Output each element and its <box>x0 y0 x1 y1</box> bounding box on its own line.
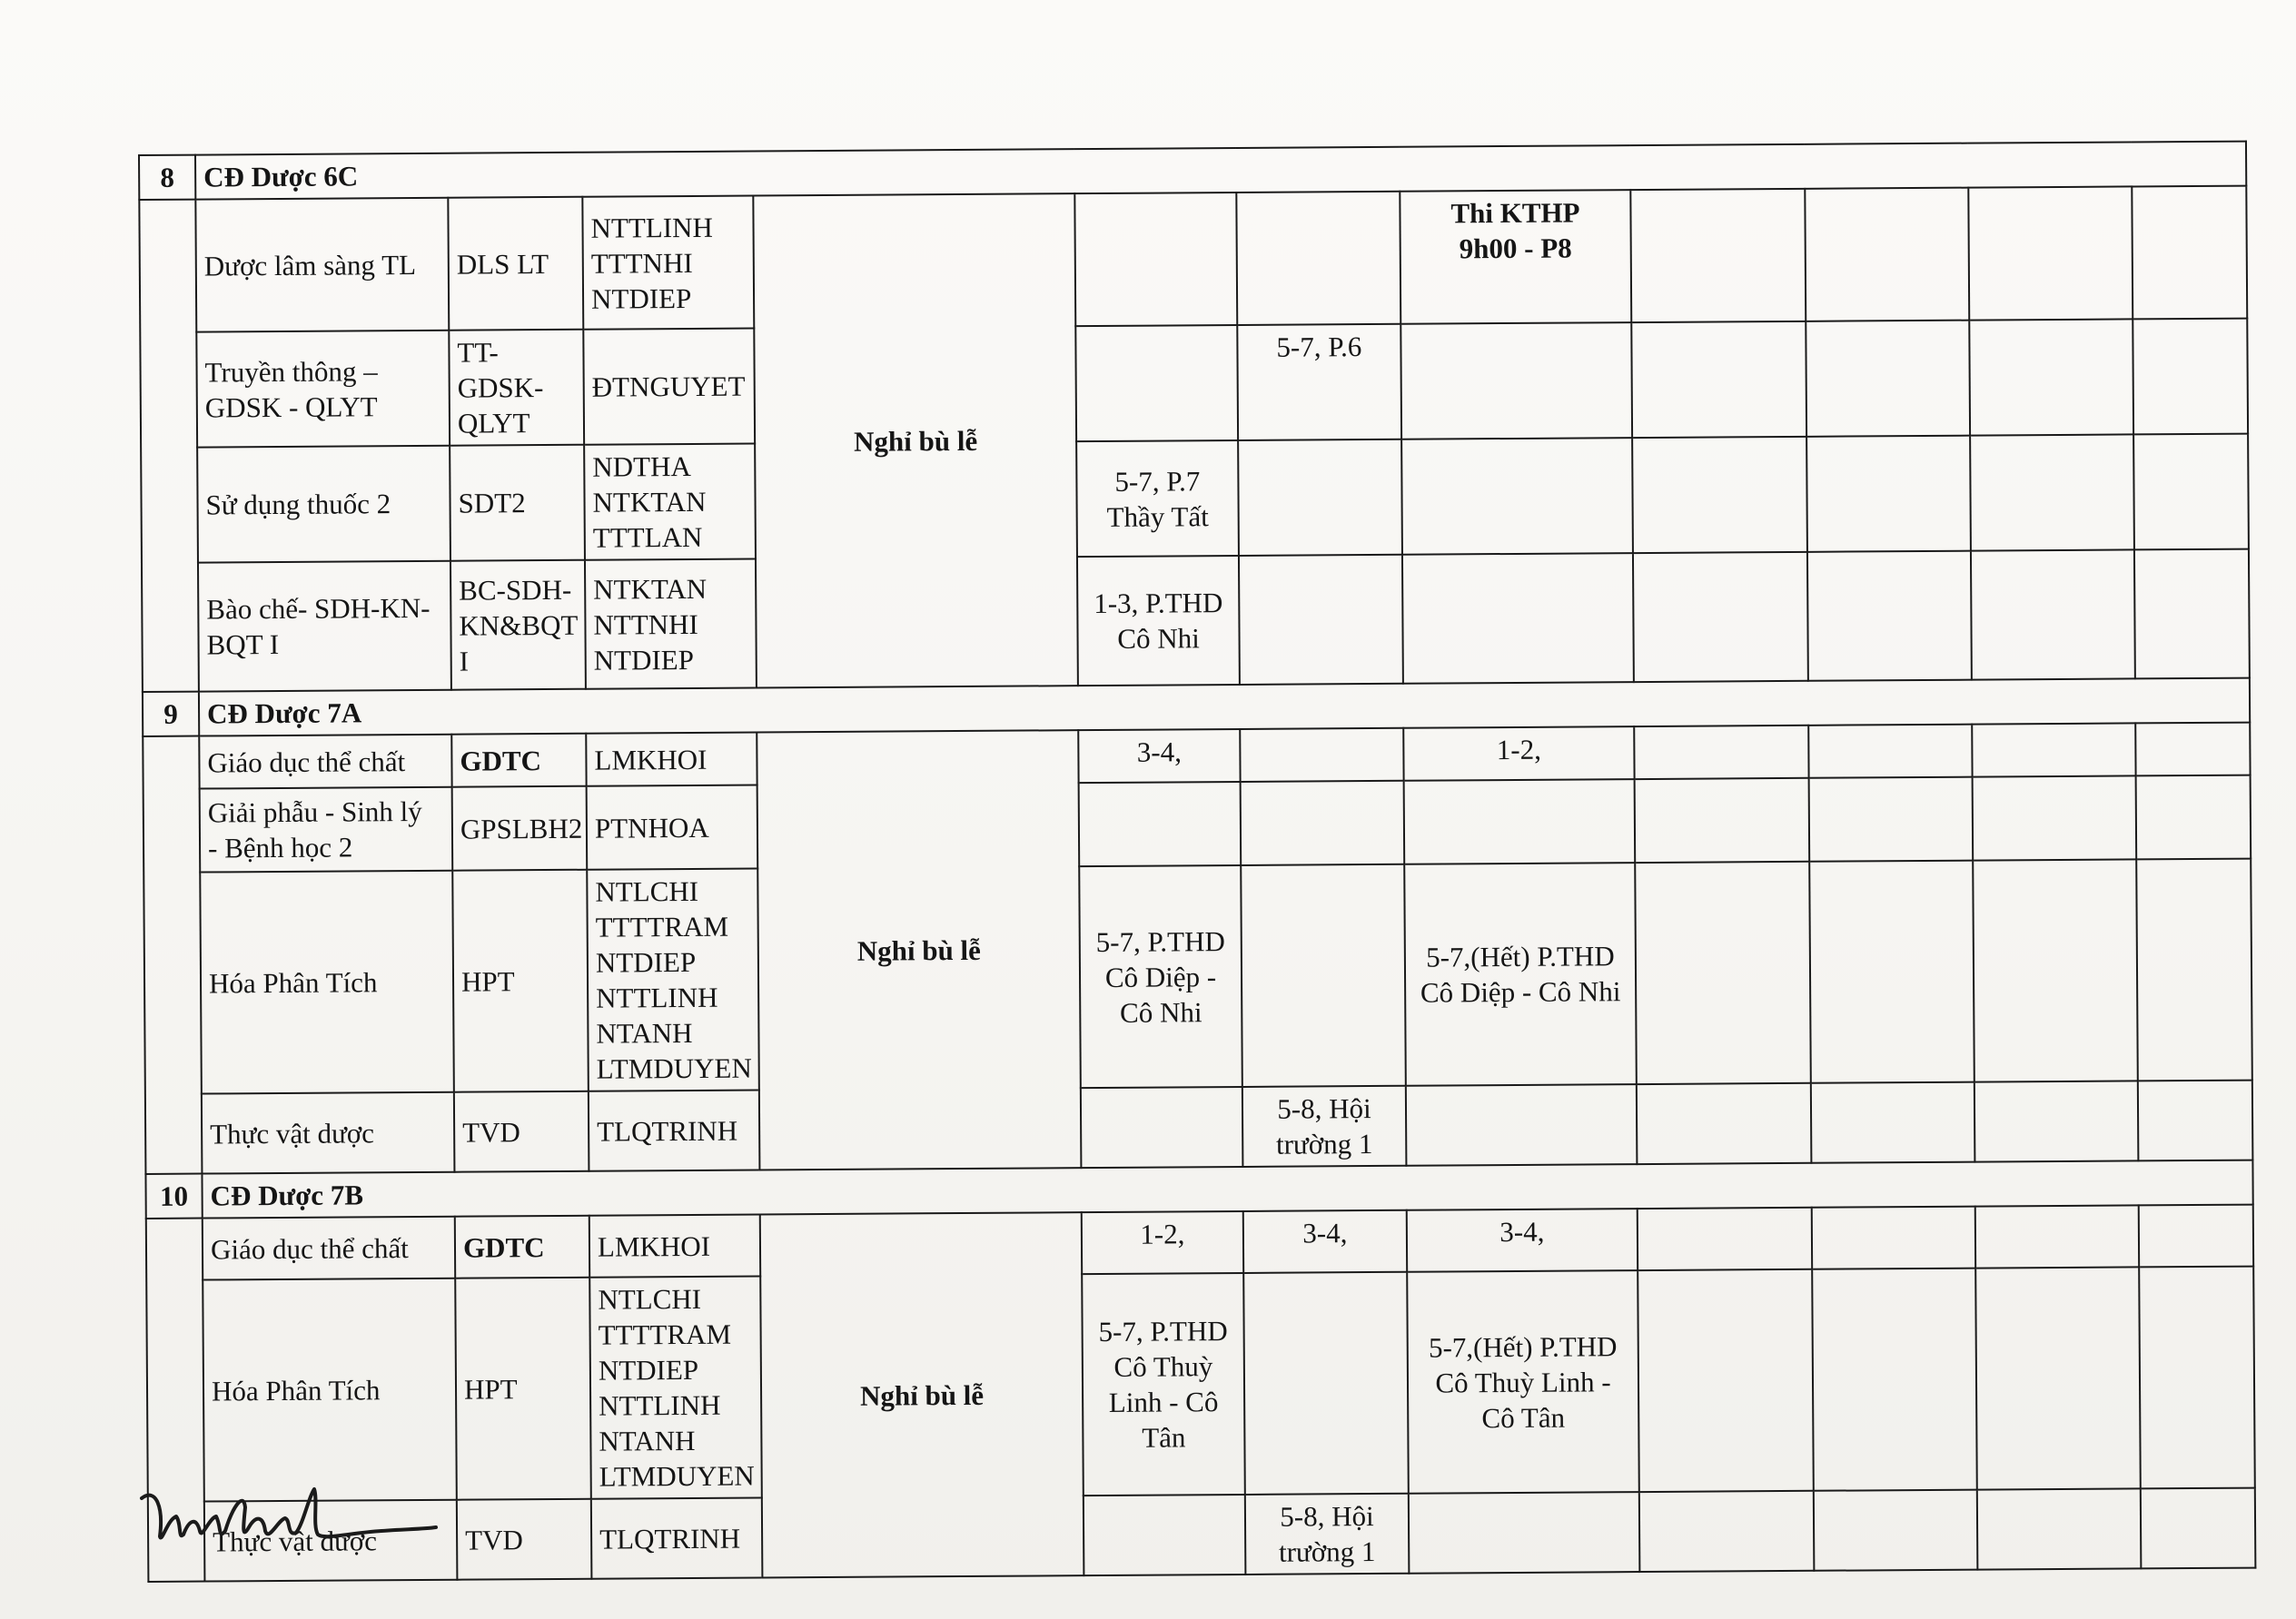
handwritten-signature <box>136 1480 445 1580</box>
teacher-codes: NDTHA NTKTAN TTTLAN <box>584 444 756 560</box>
teacher-codes: NTLCHI TTTTRAM NTDIEP NTTLINH NTANH LTMDUYEN <box>587 868 759 1091</box>
schedule-slot <box>1630 189 1806 322</box>
schedule-slot <box>1634 726 1808 779</box>
subject-code: GPSLBH2 <box>452 786 588 871</box>
schedule-slot: 5-7, P.6 <box>1237 324 1401 440</box>
holiday-note: Nghỉ bù lễ <box>760 1212 1084 1577</box>
subject-name: Giáo dục thể chất <box>203 1217 455 1280</box>
class-number: 8 <box>139 155 195 200</box>
subject-name: Truyền thông – GDSK - QLYT <box>196 331 450 448</box>
schedule-slot: 3-4, <box>1078 729 1240 783</box>
schedule-slot: 5-8, Hội trường 1 <box>1245 1494 1410 1575</box>
schedule-slot <box>1812 1269 1977 1491</box>
schedule-slot <box>1972 723 2135 776</box>
schedule-slot <box>2139 1205 2253 1268</box>
teacher-codes: NTTLINH TTTNHI NTDIEP <box>582 196 754 330</box>
schedule-slot <box>2134 549 2250 679</box>
schedule-slot <box>1075 325 1238 441</box>
schedule-slot <box>1400 322 1632 439</box>
subject-row <box>140 319 2248 448</box>
schedule-slot <box>1635 862 1811 1084</box>
schedule-slot <box>1809 777 1974 862</box>
schedule-slot <box>1808 725 1972 778</box>
teacher-codes: TLQTRINH <box>591 1497 763 1578</box>
schedule-slot <box>1632 437 1807 553</box>
schedule-slot: 1-3, P.THD Cô Nhi <box>1077 556 1240 686</box>
schedule-slot <box>1635 778 1810 863</box>
subject-name: Giải phẫu - Sinh lý - Bệnh học 2 <box>200 787 453 873</box>
schedule-slot <box>1239 555 1403 685</box>
schedule-slot <box>1401 438 1633 555</box>
schedule-slot <box>1806 436 1971 552</box>
teacher-codes: NTKTAN NTTNHI NTDIEP <box>585 559 757 689</box>
teacher-codes: NTLCHI TTTTRAM NTDIEP NTTLINH NTANH LTMDUYEN <box>589 1276 762 1498</box>
schedule-slot: 1-2, <box>1403 726 1634 781</box>
class-name: CĐ Dược 6C <box>195 142 2246 200</box>
schedule-slot <box>2133 319 2248 435</box>
schedule-slot: Thi KTHP 9h00 - P8 <box>1400 190 1631 324</box>
subject-name: Sử dụng thuốc 2 <box>197 446 450 563</box>
schedule-slot <box>1243 1272 1409 1495</box>
schedule-slot <box>1238 439 1402 556</box>
schedule-slot <box>2141 1488 2256 1569</box>
schedule-slot <box>1409 1492 1640 1574</box>
schedule-slot <box>1973 775 2137 860</box>
schedule-slot <box>1975 1267 2141 1489</box>
subject-code: BC-SDH- KN&BQT I <box>450 560 586 690</box>
schedule-slot <box>1637 1083 1812 1164</box>
schedule-slot: 5-7, P.THD Cô Diệp - Cô Nhi <box>1079 865 1242 1088</box>
subject-row <box>144 859 2252 1094</box>
schedule-slot <box>1638 1208 1812 1270</box>
schedule-body <box>139 142 2255 1582</box>
schedule-slot <box>1404 779 1636 864</box>
schedule-slot <box>1079 782 1242 866</box>
subject-code: TT- GDSK- QLYT <box>449 330 584 446</box>
subject-code: GDTC <box>455 1216 589 1278</box>
subject-code: GDTC <box>451 734 586 787</box>
schedule-slot: 1-2, <box>1082 1211 1243 1274</box>
schedule-slot <box>1639 1491 1815 1572</box>
class-name: CĐ Dược 7B <box>202 1160 2252 1219</box>
schedule-slot <box>1633 552 1808 682</box>
schedule-slot <box>2132 186 2247 320</box>
schedule-table <box>138 141 2256 1583</box>
schedule-slot: 5-7, P.7 Thầy Tất <box>1076 440 1239 557</box>
class-number: 10 <box>145 1174 202 1219</box>
schedule-slot <box>1806 321 1970 437</box>
subject-name: Thực vật dược <box>204 1500 458 1582</box>
schedule-slot <box>1402 553 1634 684</box>
subject-name: Hóa Phân Tích <box>203 1278 457 1502</box>
subject-name: Giáo dục thể chất <box>199 735 451 789</box>
holiday-note: Nghỉ bù lễ <box>757 730 1081 1170</box>
schedule-slot <box>1970 434 2134 550</box>
schedule-slot: 3-4, <box>1407 1209 1638 1272</box>
teacher-codes: TLQTRINH <box>589 1090 760 1170</box>
schedule-slot <box>1084 1495 1246 1575</box>
schedule-slot: 5-8, Hội trường 1 <box>1242 1086 1407 1167</box>
teacher-codes: LMKHOI <box>589 1214 760 1277</box>
subject-name: Dược lâm sàng TL <box>195 198 449 332</box>
schedule-slot <box>1971 549 2135 679</box>
subject-code: SDT2 <box>450 445 585 561</box>
subject-code: HPT <box>455 1278 591 1500</box>
schedule-slot <box>1809 861 1974 1083</box>
schedule-slot <box>1240 728 1403 782</box>
schedule-slot <box>2138 1081 2253 1161</box>
subject-row <box>146 1267 2255 1502</box>
subject-code: DLS LT <box>448 197 583 331</box>
schedule-slot <box>2133 434 2249 550</box>
teacher-codes: PTNHOA <box>587 785 758 869</box>
schedule-slot <box>1236 192 1400 325</box>
schedule-slot <box>1973 859 2138 1081</box>
schedule-slot <box>2136 775 2251 860</box>
subject-row <box>145 1081 2253 1174</box>
schedule-slot <box>1977 1488 2142 1569</box>
schedule-slot <box>1081 1087 1243 1168</box>
schedule-sheet <box>138 141 2254 1568</box>
teacher-codes: ĐTNGUYET <box>583 329 755 445</box>
subject-name: Hóa Phân Tích <box>200 871 454 1094</box>
schedule-slot <box>1812 1207 1975 1269</box>
schedule-slot <box>1631 321 1806 438</box>
schedule-slot <box>1814 1490 1978 1571</box>
schedule-slot <box>1241 781 1405 865</box>
subject-row <box>141 434 2249 563</box>
teacher-codes: LMKHOI <box>586 732 757 785</box>
schedule-slot <box>2139 1267 2255 1489</box>
class-name: CĐ Dược 7A <box>199 678 2250 736</box>
schedule-slot <box>1638 1269 1814 1492</box>
schedule-slot <box>1969 319 2133 435</box>
subject-code: TVD <box>454 1091 589 1172</box>
subject-name: Bào chế- SDH-KN- BQT I <box>198 561 451 692</box>
schedule-slot <box>2135 723 2250 776</box>
schedule-slot: 5-7,(Hết) P.THD Cô Thuỳ Linh - Cô Tân <box>1407 1270 1639 1494</box>
schedule-slot: 5-7, P.THD Cô Thuỳ Linh - Cô Tân <box>1082 1273 1245 1496</box>
schedule-slot <box>2136 859 2252 1081</box>
schedule-slot <box>1968 186 2133 320</box>
class-number: 9 <box>143 692 199 736</box>
subject-code: HPT <box>452 870 589 1092</box>
schedule-slot <box>1241 864 1406 1087</box>
schedule-slot: 5-7,(Hết) P.THD Cô Diệp - Cô Nhi <box>1404 863 1637 1086</box>
schedule-slot <box>1974 1081 2139 1161</box>
schedule-slot <box>1805 188 1969 321</box>
schedule-slot <box>1975 1205 2139 1268</box>
subject-name: Thực vật dược <box>202 1092 455 1174</box>
holiday-note: Nghỉ bù lễ <box>753 193 1078 687</box>
schedule-slot <box>1074 193 1237 326</box>
number-spacer <box>139 200 199 692</box>
schedule-slot <box>1811 1082 1975 1163</box>
number-spacer <box>143 736 202 1174</box>
subject-row <box>142 549 2250 692</box>
schedule-slot <box>1807 551 1972 681</box>
subject-code: TVD <box>457 1499 592 1580</box>
subject-row <box>139 186 2247 332</box>
subject-row <box>144 775 2251 873</box>
subject-row <box>148 1488 2256 1582</box>
schedule-slot <box>1406 1084 1638 1166</box>
schedule-slot: 3-4, <box>1243 1210 1407 1273</box>
